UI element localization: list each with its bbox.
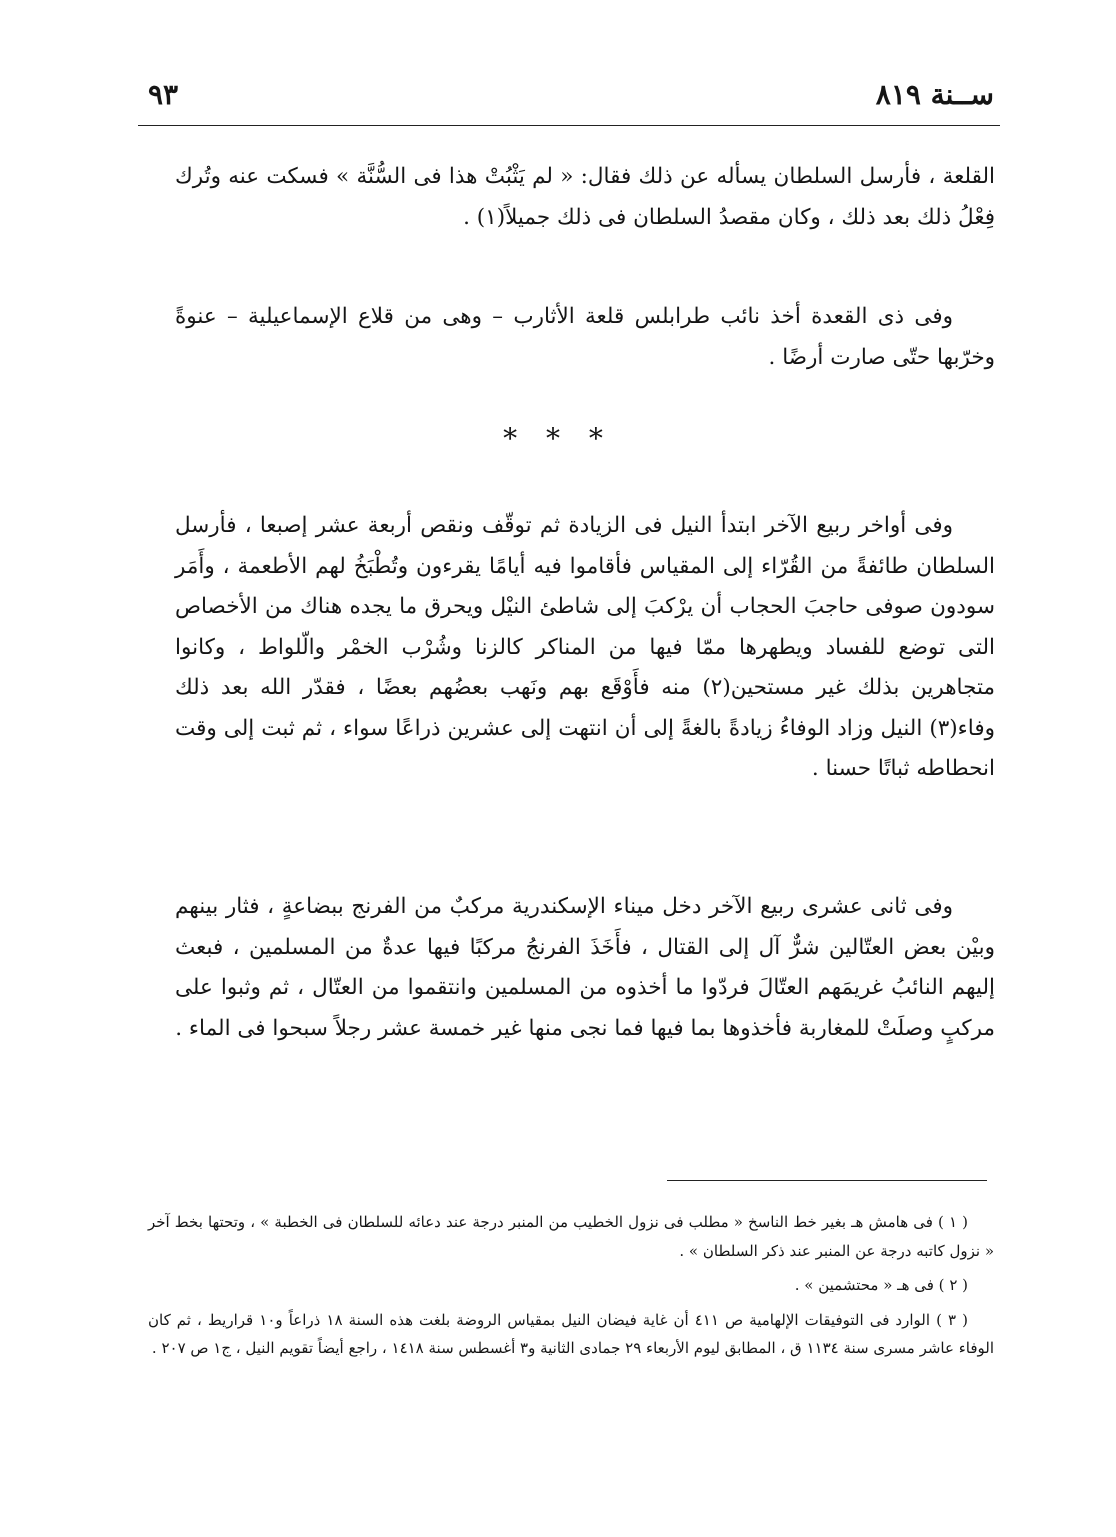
section-separator: * * *: [503, 422, 613, 455]
page-header: [148, 78, 994, 122]
footnotes: [148, 1208, 994, 1369]
paragraph-4: وفى ثانى عشرى ربيع الآخر دخل ميناء الإسكندرية مركبٌ من الفرنج ببضاعةٍ ، فثار بينهم وبيْن بعض العتّالين شرٌّ آل إلى القتال ، فأَخَذَ الفرنجُ مركبًا فيها عدةٌ من المسلمين ، فبعث إليهم النائبُ غريمَهم العتّالَ فردّوا ما أخذوه من المسلمين وانتقموا من العتّال ، ثم وثبوا على مركبٍ وصلَتْ للمغاربة فأخذوها بما فيها فما نجى منها غير خمسة عشر رجلاً سبحوا فى الماء .: [175, 894, 995, 1041]
page-number: ٩٣: [148, 78, 179, 111]
footnote-rule: [667, 1180, 987, 1181]
footnote-3: ( ٣ ) الوارد فى التوفيقات الإلهامية ص ٤١١ أن غاية فيضان النيل بمقياس الروضة بلغت هذه السنة ١٨ ذراعاً و١٠ قراريط ، ثم كان الوفاء عاشر مسرى سنة ١١٣٤ ق ، المطابق ليوم الأربعاء ٢٩ جمادى الثانية و٣ أغسطس سنة ١٤١٨ ، راجع أيضاً تقويم النيل ، ج١ ص ٢٠٧ .: [148, 1310, 994, 1357]
header-rule: [138, 125, 1000, 126]
paragraph-2: وفى ذى القعدة أخذ نائب طرابلس قلعة الأثارب – وهى من قلاع الإسماعيلية – عنوةً وخرّبها حتّى صارت أرضًا .: [175, 304, 995, 370]
footnote-2: ( ٢ ) فى هـ « محتشمين » .: [794, 1276, 968, 1294]
paragraph-3: وفى أواخر ربيع الآخر ابتدأ النيل فى الزيادة ثم توقّف ونقص أربعة عشر إصبعا ، فأرسل السلطان طائفةً من القُرّاء إلى المقياس فأقاموا فيه أيامًا يقرءون وتُطْبَخُ لهم الأطعمة ، وأَمَر سودون صوفى حاجبَ الحجاب أن يرْكبَ إلى شاطئ النيْل ويحرق ما يجده هناك من الأخصاص التى توضع للفساد ويطهرها ممّا فيها من المناكر كالزنا وشُرْب الخمْر والّلواط ، وكانوا متجاهرين بذلك غير مستحين(٢) منه فأَوْقَع بهم ونَهب بعضُهم بعضًا ، فقدّر الله بعد ذلك وفاء(٣) النيل وزاد الوفاءُ زيادةً بالغةً إلى أن انتهت إلى عشرين ذراعًا سواء ، ثم ثبت إلى وقت انحطاطه ثباتًا حسنا .: [175, 513, 995, 781]
paragraph-1: القلعة ، فأرسل السلطان يسأله عن ذلك فقال: « لم يَثْبُتْ هذا فى السُّنَّة » فسكت عنه وتُرك فِعْلُ ذلك بعد ذلك ، وكان مقصدُ السلطان فى ذلك جميلاً(١) .: [175, 164, 995, 230]
footnote-1: ( ١ ) فى هامش هـ بغير خط الناسخ « مطلب فى نزول الخطيب من المنبر درجة عند دعائه للسلطان فى الخطبة » ، وتحتها بخط آخر « نزول كاتبه درجة عن المنبر عند ذكر السلطان » .: [148, 1213, 994, 1260]
year-heading: ســنة ٨١٩: [875, 78, 994, 111]
